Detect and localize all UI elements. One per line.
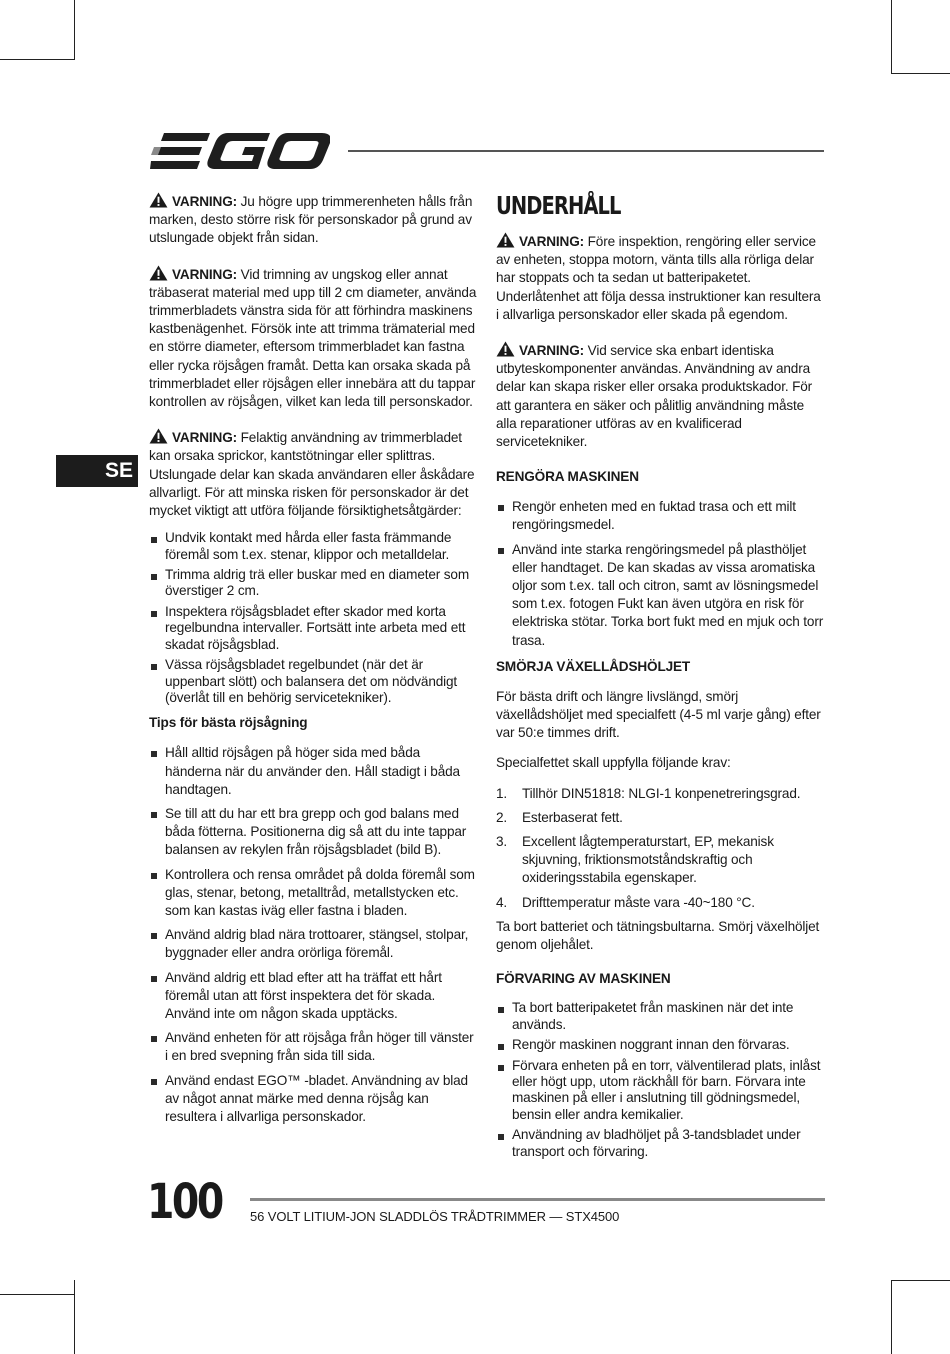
item-number: 1.	[496, 785, 508, 801]
list-item: Rengör maskinen noggrant innan den förvaras.	[496, 1037, 826, 1053]
list-item: Håll alltid röjsågen på höger sida med båda händerna när du använder den. Håll stadigt i båda handtagen.	[149, 744, 477, 799]
list-item	[496, 833, 826, 888]
warning-block	[496, 341, 826, 451]
list-item	[496, 894, 826, 912]
warning-block	[149, 265, 477, 412]
crop-mark	[74, 1280, 75, 1354]
list-item	[496, 785, 826, 803]
list-item: Användning av bladhöljet på 3-tandsbladet under transport och förvaring.	[496, 1127, 826, 1160]
footer-title: 56 VOLT LITIUM-JON SLADDLÖS TRÅDTRIMMER — STX4500	[250, 1209, 620, 1224]
item-text: Esterbaserat fett.	[522, 809, 623, 825]
list-item: Förvara enheten på en torr, välventilerad plats, inlåst eller högt upp, utom räckhåll för barn. Förvara inte maskinen på eller i anslutning till gödningsmedel, bensin eller andra kemikalier.	[496, 1058, 826, 1124]
warning-label: VARNING:	[172, 430, 238, 446]
crop-mark	[74, 0, 75, 60]
warning-text: Felaktig användning av trimmerbladet kan orsaka sprickor, kantstötningar eller splittras. Utslungade delar kan skada användaren eller åskådare allvarligt. För att minska risken för personskador är det mycket viktigt att utföra följande försiktighetsåtgärder:	[149, 430, 475, 519]
item-number: 4.	[496, 894, 508, 910]
cleaning-heading: RENGÖRA MASKINEN	[496, 469, 639, 485]
warning-block	[496, 232, 826, 324]
list-item: Trimma aldrig trä eller buskar med en diameter som överstiger 2 cm.	[149, 567, 477, 600]
crop-mark	[891, 73, 950, 74]
warning-label: VARNING:	[172, 266, 238, 282]
warning-text: Vid trimning av ungskog eller annat träbaserat material med upp till 2 cm diameter, använda trimmerbladets vänstra sida för att förhindra maskinens kastbenägenhet. Försök inte att trimma trämaterial med en större diameter, eftersom trimmerbladet kan fastna eller rycka röjsågen framåt. Detta kan orsaka skada på trimmerbladet eller röjsågen eller innebära att du tappar kontrollen av röjsågen, vilket kan leda till personskador.	[149, 266, 477, 410]
list-item: Rengör enheten med en fuktad trasa och ett milt rengöringsmedel.	[496, 498, 826, 534]
paragraph: För bästa drift och längre livslängd, smörj växellådshöljet med specialfett (4-5 ml varje gång) efter var 50:e timmes drift.	[496, 688, 821, 741]
warning-icon	[496, 341, 515, 357]
crop-mark	[891, 1280, 892, 1354]
item-text: Tillhör DIN51818: NLGI-1 konpenetreringsgrad.	[522, 785, 801, 801]
warning-icon	[149, 265, 168, 281]
lubrication-heading: SMÖRJA VÄXELLÅDSHÖLJET	[496, 658, 691, 674]
warning-text: Vid service ska enbart identiska utbyteskomponenter användas. Användning av andra delar kan skapa risker eller orsaka produktskador. För att garantera en säker och pålitlig användning måste alla reparationer utföras av en kvalificerad servicetekniker.	[496, 343, 813, 450]
list-item: Undvik kontakt med hårda eller fasta främmande föremål som t.ex. stenar, klippor och metalldelar.	[149, 530, 477, 563]
page-number: 100	[147, 1174, 222, 1230]
warning-text: Före inspektion, rengöring eller service av enheten, stoppa motorn, vänta tills alla rörliga delar har stoppats och ta sedan ut batteripaketet. Underlåtenhet att följa dessa instruktioner kan resultera i allvarliga personskador eller skada på egendom.	[496, 234, 821, 322]
crop-mark	[0, 59, 74, 60]
warning-text: Ju högre upp trimmerenheten hålls från marken, desto större risk för personskador på grund av utslungade objekt från sidan.	[149, 194, 473, 246]
storage-list	[496, 1000, 826, 1160]
section-title: UNDERHÅLL	[496, 191, 621, 220]
warning-block	[149, 428, 477, 520]
item-text: Drifttemperatur måste vara -40~180 °C.	[522, 894, 755, 910]
crop-mark	[891, 1280, 950, 1281]
left-column	[149, 192, 477, 1134]
language-tab: SE	[56, 455, 138, 487]
list-item: Kontrollera och rensa området på dolda föremål som glas, stenar, betong, metalltråd, metallstycken etc. som kan kastas iväg eller fastna i bladen.	[149, 866, 477, 921]
precautions-list	[149, 530, 477, 706]
warning-block	[149, 192, 477, 248]
list-item	[496, 809, 826, 827]
warning-label: VARNING:	[172, 194, 238, 209]
list-item: Använd inte starka rengöringsmedel på plasthöljet eller handtaget. De kan skadas av vissa aromatiska oljor som t.ex. tall och citron, samt av lösningsmedel som t.ex. fotogen Fukt kan även utgöra en risk för elektriska stötar. Torka bort fukt med en mjuk och torr trasa.	[496, 541, 826, 650]
tips-list	[149, 744, 477, 1126]
item-text: Excellent lågtemperaturstart, EP, mekanisk skjuvning, friktionsmotståndskraftig och oxideringsstabila egenskaper.	[522, 834, 774, 886]
cleaning-list	[496, 498, 826, 650]
warning-icon	[149, 192, 168, 208]
list-item: Inspektera röjsågsbladet efter skador med korta regelbundna intervaller. Fortsätt inte arbeta med ett skadat röjsågsblad.	[149, 604, 477, 653]
footer-rule	[250, 1198, 825, 1201]
header-rule	[348, 150, 824, 152]
tips-heading: Tips för bästa röjsågning	[149, 715, 308, 731]
item-number: 2.	[496, 809, 508, 825]
requirements-list	[496, 785, 826, 912]
list-item: Använd enheten för att röjsåga från höger till vänster i en bred svepning från sida till sida.	[149, 1029, 477, 1065]
storage-heading: FÖRVARING AV MASKINEN	[496, 971, 671, 987]
list-item: Ta bort batteripaketet från maskinen när det inte används.	[496, 1000, 826, 1033]
warning-icon	[496, 232, 515, 248]
warning-icon	[149, 428, 168, 444]
right-column	[496, 192, 826, 1168]
warning-label: VARNING:	[519, 343, 585, 359]
list-item: Använd aldrig ett blad efter att ha träffat ett hårt föremål utan att först inspektera det för skada. Använd inte om någon skada upptäcks.	[149, 969, 477, 1024]
paragraph: Ta bort batteriet och tätningsbultarna. Smörj växelhöljet genom oljehålet.	[496, 918, 820, 953]
warning-label: VARNING:	[519, 234, 585, 249]
ego-logo	[150, 132, 330, 170]
item-number: 3.	[496, 834, 508, 850]
crop-mark	[891, 0, 892, 74]
list-item: Använd endast EGO™ -bladet. Användning av blad av något annat märke med denna röjsåg kan resultera i allvarliga personskador.	[149, 1072, 477, 1127]
crop-mark	[0, 1294, 74, 1295]
paragraph: Specialfettet skall uppfylla följande krav:	[496, 755, 731, 771]
list-item: Använd aldrig blad nära trottoarer, stängsel, stolpar, byggnader eller andra orörliga föremål.	[149, 926, 477, 962]
list-item: Vässa röjsågsbladet regelbundet (när det är uppenbart slött) och balansera det om nödvändigt (överlåt till en behörig servicetekniker).	[149, 657, 477, 706]
list-item: Se till att du har ett bra grepp och god balans med båda fötterna. Positionerna dig så att du inte tappar balansen av rekylen från röjsågsbladet (bild B).	[149, 805, 477, 860]
